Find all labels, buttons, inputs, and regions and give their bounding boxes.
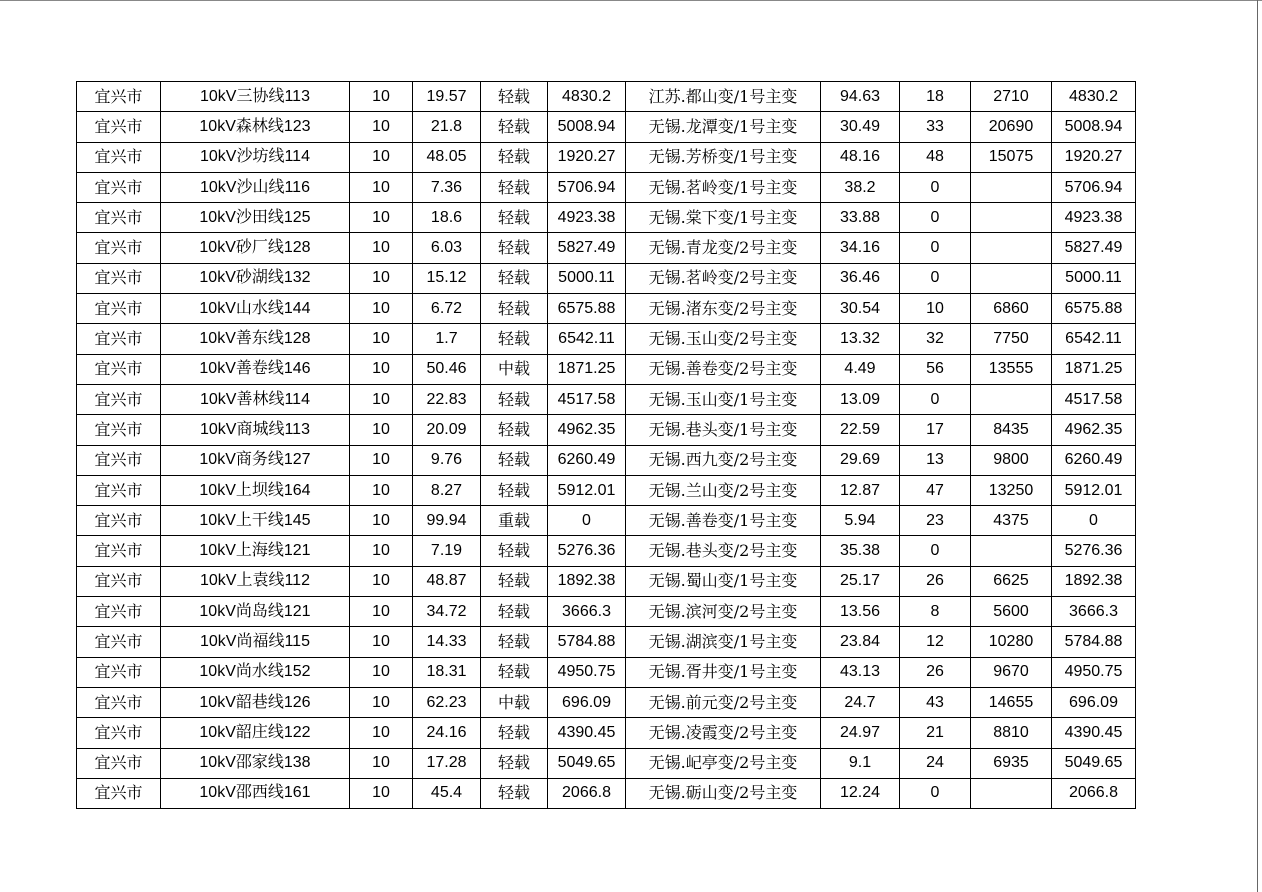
available-capacity-cell: 5912.01 <box>548 475 626 505</box>
available-capacity-cell: 1871.25 <box>548 354 626 384</box>
table-row <box>77 354 1136 384</box>
voltage-cell: 10 <box>350 475 413 505</box>
available-capacity-cell: 4962.35 <box>548 415 626 445</box>
transformer-load-rate-cell: 94.63 <box>821 82 900 112</box>
load-rate-cell: 18.6 <box>413 203 481 233</box>
voltage-cell: 10 <box>350 112 413 142</box>
substation-transformer-cell: 无锡.善卷变/2号主变 <box>626 354 821 384</box>
load-status-cell: 轻载 <box>481 627 548 657</box>
transformer-load-rate-cell: 13.32 <box>821 324 900 354</box>
load-rate-cell: 34.72 <box>413 597 481 627</box>
load-status-cell: 轻载 <box>481 294 548 324</box>
installed-capacity-cell <box>971 778 1052 808</box>
load-rate-cell: 15.12 <box>413 263 481 293</box>
substation-transformer-cell: 无锡.茗岭变/2号主变 <box>626 263 821 293</box>
transformer-load-rate-cell: 22.59 <box>821 415 900 445</box>
table-row <box>77 263 1136 293</box>
load-rate-cell: 19.57 <box>413 82 481 112</box>
city-cell: 宜兴市 <box>77 506 161 536</box>
substation-transformer-cell: 无锡.凌霞变/2号主变 <box>626 718 821 748</box>
available-capacity-cell: 5000.11 <box>548 263 626 293</box>
transformer-load-rate-cell: 13.09 <box>821 384 900 414</box>
load-status-cell: 轻载 <box>481 263 548 293</box>
table-row <box>77 748 1136 778</box>
remaining-capacity-cell: 6575.88 <box>1052 294 1136 324</box>
load-status-cell: 轻载 <box>481 142 548 172</box>
user-count-cell: 8 <box>900 597 971 627</box>
substation-transformer-cell: 无锡.龙潭变/1号主变 <box>626 112 821 142</box>
available-capacity-cell: 5706.94 <box>548 172 626 202</box>
voltage-cell: 10 <box>350 233 413 263</box>
available-capacity-cell: 4830.2 <box>548 82 626 112</box>
transformer-load-rate-cell: 5.94 <box>821 506 900 536</box>
transformer-load-rate-cell: 4.49 <box>821 354 900 384</box>
remaining-capacity-cell: 4390.45 <box>1052 718 1136 748</box>
installed-capacity-cell <box>971 384 1052 414</box>
installed-capacity-cell <box>971 233 1052 263</box>
voltage-cell: 10 <box>350 778 413 808</box>
feeder-load-table <box>76 81 1136 809</box>
feeder-name-cell: 10kV砂厂线128 <box>161 233 350 263</box>
table-row <box>77 445 1136 475</box>
available-capacity-cell: 3666.3 <box>548 597 626 627</box>
voltage-cell: 10 <box>350 82 413 112</box>
load-rate-cell: 14.33 <box>413 627 481 657</box>
city-cell: 宜兴市 <box>77 718 161 748</box>
remaining-capacity-cell: 0 <box>1052 506 1136 536</box>
voltage-cell: 10 <box>350 354 413 384</box>
feeder-name-cell: 10kV邵家线138 <box>161 748 350 778</box>
feeder-name-cell: 10kV上坝线164 <box>161 475 350 505</box>
voltage-cell: 10 <box>350 294 413 324</box>
remaining-capacity-cell: 4950.75 <box>1052 657 1136 687</box>
substation-transformer-cell: 无锡.巷头变/1号主变 <box>626 415 821 445</box>
load-rate-cell: 62.23 <box>413 687 481 717</box>
load-status-cell: 轻载 <box>481 566 548 596</box>
table-row <box>77 566 1136 596</box>
table-row <box>77 718 1136 748</box>
transformer-load-rate-cell: 30.49 <box>821 112 900 142</box>
transformer-load-rate-cell: 33.88 <box>821 203 900 233</box>
remaining-capacity-cell: 1892.38 <box>1052 566 1136 596</box>
substation-transformer-cell: 无锡.玉山变/1号主变 <box>626 384 821 414</box>
voltage-cell: 10 <box>350 718 413 748</box>
feeder-name-cell: 10kV沙山线116 <box>161 172 350 202</box>
feeder-name-cell: 10kV商务线127 <box>161 445 350 475</box>
substation-transformer-cell: 无锡.玉山变/2号主变 <box>626 324 821 354</box>
transformer-load-rate-cell: 12.24 <box>821 778 900 808</box>
feeder-name-cell: 10kV上海线121 <box>161 536 350 566</box>
user-count-cell: 10 <box>900 294 971 324</box>
load-status-cell: 轻载 <box>481 536 548 566</box>
transformer-load-rate-cell: 24.7 <box>821 687 900 717</box>
available-capacity-cell: 1892.38 <box>548 566 626 596</box>
voltage-cell: 10 <box>350 445 413 475</box>
user-count-cell: 26 <box>900 657 971 687</box>
user-count-cell: 0 <box>900 778 971 808</box>
voltage-cell: 10 <box>350 324 413 354</box>
substation-transformer-cell: 无锡.湖滨变/1号主变 <box>626 627 821 657</box>
table-row <box>77 172 1136 202</box>
available-capacity-cell: 696.09 <box>548 687 626 717</box>
table-row <box>77 415 1136 445</box>
load-rate-cell: 17.28 <box>413 748 481 778</box>
available-capacity-cell: 4390.45 <box>548 718 626 748</box>
table-row <box>77 294 1136 324</box>
city-cell: 宜兴市 <box>77 142 161 172</box>
voltage-cell: 10 <box>350 203 413 233</box>
transformer-load-rate-cell: 38.2 <box>821 172 900 202</box>
load-status-cell: 轻载 <box>481 112 548 142</box>
city-cell: 宜兴市 <box>77 233 161 263</box>
available-capacity-cell: 4950.75 <box>548 657 626 687</box>
available-capacity-cell: 0 <box>548 506 626 536</box>
load-rate-cell: 20.09 <box>413 415 481 445</box>
city-cell: 宜兴市 <box>77 294 161 324</box>
city-cell: 宜兴市 <box>77 445 161 475</box>
load-rate-cell: 99.94 <box>413 506 481 536</box>
load-status-cell: 中载 <box>481 687 548 717</box>
load-status-cell: 轻载 <box>481 172 548 202</box>
feeder-name-cell: 10kV上干线145 <box>161 506 350 536</box>
city-cell: 宜兴市 <box>77 263 161 293</box>
user-count-cell: 0 <box>900 384 971 414</box>
load-rate-cell: 48.05 <box>413 142 481 172</box>
user-count-cell: 33 <box>900 112 971 142</box>
city-cell: 宜兴市 <box>77 475 161 505</box>
transformer-load-rate-cell: 35.38 <box>821 536 900 566</box>
city-cell: 宜兴市 <box>77 415 161 445</box>
load-rate-cell: 22.83 <box>413 384 481 414</box>
transformer-load-rate-cell: 24.97 <box>821 718 900 748</box>
page-right-edge <box>1257 0 1258 892</box>
substation-transformer-cell: 无锡.兰山变/2号主变 <box>626 475 821 505</box>
voltage-cell: 10 <box>350 748 413 778</box>
table-row <box>77 627 1136 657</box>
feeder-name-cell: 10kV尚福线115 <box>161 627 350 657</box>
remaining-capacity-cell: 5049.65 <box>1052 748 1136 778</box>
feeder-name-cell: 10kV上袁线112 <box>161 566 350 596</box>
installed-capacity-cell <box>971 172 1052 202</box>
installed-capacity-cell: 9800 <box>971 445 1052 475</box>
table-body <box>77 82 1136 809</box>
voltage-cell: 10 <box>350 566 413 596</box>
voltage-cell: 10 <box>350 657 413 687</box>
transformer-load-rate-cell: 9.1 <box>821 748 900 778</box>
remaining-capacity-cell: 5706.94 <box>1052 172 1136 202</box>
feeder-name-cell: 10kV尚水线152 <box>161 657 350 687</box>
substation-transformer-cell: 无锡.西九变/2号主变 <box>626 445 821 475</box>
city-cell: 宜兴市 <box>77 82 161 112</box>
table-row <box>77 203 1136 233</box>
user-count-cell: 0 <box>900 233 971 263</box>
voltage-cell: 10 <box>350 415 413 445</box>
substation-transformer-cell: 无锡.善卷变/1号主变 <box>626 506 821 536</box>
user-count-cell: 18 <box>900 82 971 112</box>
feeder-name-cell: 10kV三协线113 <box>161 82 350 112</box>
substation-transformer-cell: 无锡.滨河变/2号主变 <box>626 597 821 627</box>
load-rate-cell: 24.16 <box>413 718 481 748</box>
installed-capacity-cell: 5600 <box>971 597 1052 627</box>
substation-transformer-cell: 江苏.都山变/1号主变 <box>626 82 821 112</box>
load-rate-cell: 7.36 <box>413 172 481 202</box>
table-row <box>77 324 1136 354</box>
load-rate-cell: 48.87 <box>413 566 481 596</box>
load-status-cell: 轻载 <box>481 748 548 778</box>
feeder-name-cell: 10kV砂湖线132 <box>161 263 350 293</box>
user-count-cell: 24 <box>900 748 971 778</box>
feeder-name-cell: 10kV善东线128 <box>161 324 350 354</box>
user-count-cell: 21 <box>900 718 971 748</box>
load-rate-cell: 50.46 <box>413 354 481 384</box>
user-count-cell: 0 <box>900 172 971 202</box>
table-row <box>77 384 1136 414</box>
transformer-load-rate-cell: 43.13 <box>821 657 900 687</box>
city-cell: 宜兴市 <box>77 657 161 687</box>
load-status-cell: 轻载 <box>481 203 548 233</box>
available-capacity-cell: 5276.36 <box>548 536 626 566</box>
table-row <box>77 142 1136 172</box>
load-status-cell: 重载 <box>481 506 548 536</box>
substation-transformer-cell: 无锡.棠下变/1号主变 <box>626 203 821 233</box>
city-cell: 宜兴市 <box>77 566 161 596</box>
voltage-cell: 10 <box>350 536 413 566</box>
load-status-cell: 轻载 <box>481 415 548 445</box>
available-capacity-cell: 5049.65 <box>548 748 626 778</box>
user-count-cell: 48 <box>900 142 971 172</box>
installed-capacity-cell: 15075 <box>971 142 1052 172</box>
feeder-name-cell: 10kV山水线144 <box>161 294 350 324</box>
remaining-capacity-cell: 4923.38 <box>1052 203 1136 233</box>
installed-capacity-cell: 7750 <box>971 324 1052 354</box>
table-row <box>77 506 1136 536</box>
remaining-capacity-cell: 6542.11 <box>1052 324 1136 354</box>
load-status-cell: 轻载 <box>481 597 548 627</box>
feeder-name-cell: 10kV尚岛线121 <box>161 597 350 627</box>
available-capacity-cell: 6542.11 <box>548 324 626 354</box>
installed-capacity-cell: 10280 <box>971 627 1052 657</box>
user-count-cell: 26 <box>900 566 971 596</box>
substation-transformer-cell: 无锡.蜀山变/1号主变 <box>626 566 821 596</box>
remaining-capacity-cell: 5276.36 <box>1052 536 1136 566</box>
transformer-load-rate-cell: 30.54 <box>821 294 900 324</box>
load-rate-cell: 7.19 <box>413 536 481 566</box>
transformer-load-rate-cell: 25.17 <box>821 566 900 596</box>
installed-capacity-cell <box>971 203 1052 233</box>
remaining-capacity-cell: 5000.11 <box>1052 263 1136 293</box>
remaining-capacity-cell: 5912.01 <box>1052 475 1136 505</box>
feeder-name-cell: 10kV韶巷线126 <box>161 687 350 717</box>
feeder-name-cell: 10kV沙田线125 <box>161 203 350 233</box>
transformer-load-rate-cell: 36.46 <box>821 263 900 293</box>
table-row <box>77 687 1136 717</box>
remaining-capacity-cell: 3666.3 <box>1052 597 1136 627</box>
city-cell: 宜兴市 <box>77 324 161 354</box>
voltage-cell: 10 <box>350 384 413 414</box>
voltage-cell: 10 <box>350 687 413 717</box>
remaining-capacity-cell: 2066.8 <box>1052 778 1136 808</box>
installed-capacity-cell: 6625 <box>971 566 1052 596</box>
voltage-cell: 10 <box>350 172 413 202</box>
installed-capacity-cell <box>971 263 1052 293</box>
city-cell: 宜兴市 <box>77 597 161 627</box>
load-rate-cell: 6.72 <box>413 294 481 324</box>
installed-capacity-cell: 8810 <box>971 718 1052 748</box>
remaining-capacity-cell: 4962.35 <box>1052 415 1136 445</box>
substation-transformer-cell: 无锡.渚东变/2号主变 <box>626 294 821 324</box>
city-cell: 宜兴市 <box>77 627 161 657</box>
load-rate-cell: 9.76 <box>413 445 481 475</box>
remaining-capacity-cell: 4517.58 <box>1052 384 1136 414</box>
load-rate-cell: 1.7 <box>413 324 481 354</box>
table-row <box>77 475 1136 505</box>
substation-transformer-cell: 无锡.屺亭变/2号主变 <box>626 748 821 778</box>
table-row <box>77 112 1136 142</box>
city-cell: 宜兴市 <box>77 687 161 717</box>
available-capacity-cell: 6575.88 <box>548 294 626 324</box>
load-status-cell: 轻载 <box>481 718 548 748</box>
remaining-capacity-cell: 6260.49 <box>1052 445 1136 475</box>
table-row <box>77 657 1136 687</box>
user-count-cell: 0 <box>900 536 971 566</box>
city-cell: 宜兴市 <box>77 172 161 202</box>
voltage-cell: 10 <box>350 597 413 627</box>
remaining-capacity-cell: 5008.94 <box>1052 112 1136 142</box>
city-cell: 宜兴市 <box>77 354 161 384</box>
user-count-cell: 17 <box>900 415 971 445</box>
available-capacity-cell: 2066.8 <box>548 778 626 808</box>
city-cell: 宜兴市 <box>77 384 161 414</box>
installed-capacity-cell: 13555 <box>971 354 1052 384</box>
load-status-cell: 轻载 <box>481 324 548 354</box>
available-capacity-cell: 5008.94 <box>548 112 626 142</box>
city-cell: 宜兴市 <box>77 778 161 808</box>
feeder-name-cell: 10kV邵西线161 <box>161 778 350 808</box>
user-count-cell: 12 <box>900 627 971 657</box>
city-cell: 宜兴市 <box>77 536 161 566</box>
user-count-cell: 56 <box>900 354 971 384</box>
table-row <box>77 233 1136 263</box>
remaining-capacity-cell: 1920.27 <box>1052 142 1136 172</box>
installed-capacity-cell <box>971 536 1052 566</box>
load-rate-cell: 18.31 <box>413 657 481 687</box>
substation-transformer-cell: 无锡.芳桥变/1号主变 <box>626 142 821 172</box>
feeder-name-cell: 10kV善林线114 <box>161 384 350 414</box>
available-capacity-cell: 5784.88 <box>548 627 626 657</box>
transformer-load-rate-cell: 34.16 <box>821 233 900 263</box>
transformer-load-rate-cell: 29.69 <box>821 445 900 475</box>
table-row <box>77 82 1136 112</box>
table-row <box>77 778 1136 808</box>
available-capacity-cell: 1920.27 <box>548 142 626 172</box>
user-count-cell: 23 <box>900 506 971 536</box>
substation-transformer-cell: 无锡.青龙变/2号主变 <box>626 233 821 263</box>
transformer-load-rate-cell: 13.56 <box>821 597 900 627</box>
city-cell: 宜兴市 <box>77 748 161 778</box>
available-capacity-cell: 4923.38 <box>548 203 626 233</box>
installed-capacity-cell: 13250 <box>971 475 1052 505</box>
voltage-cell: 10 <box>350 627 413 657</box>
city-cell: 宜兴市 <box>77 203 161 233</box>
load-rate-cell: 8.27 <box>413 475 481 505</box>
installed-capacity-cell: 14655 <box>971 687 1052 717</box>
remaining-capacity-cell: 4830.2 <box>1052 82 1136 112</box>
feeder-name-cell: 10kV沙坊线114 <box>161 142 350 172</box>
installed-capacity-cell: 8435 <box>971 415 1052 445</box>
load-rate-cell: 6.03 <box>413 233 481 263</box>
available-capacity-cell: 5827.49 <box>548 233 626 263</box>
feeder-name-cell: 10kV商城线113 <box>161 415 350 445</box>
user-count-cell: 43 <box>900 687 971 717</box>
load-status-cell: 轻载 <box>481 475 548 505</box>
user-count-cell: 0 <box>900 203 971 233</box>
user-count-cell: 0 <box>900 263 971 293</box>
city-cell: 宜兴市 <box>77 112 161 142</box>
installed-capacity-cell: 6935 <box>971 748 1052 778</box>
voltage-cell: 10 <box>350 142 413 172</box>
transformer-load-rate-cell: 23.84 <box>821 627 900 657</box>
feeder-name-cell: 10kV韶庄线122 <box>161 718 350 748</box>
voltage-cell: 10 <box>350 263 413 293</box>
installed-capacity-cell: 9670 <box>971 657 1052 687</box>
load-status-cell: 轻载 <box>481 778 548 808</box>
substation-transformer-cell: 无锡.前元变/2号主变 <box>626 687 821 717</box>
substation-transformer-cell: 无锡.茗岭变/1号主变 <box>626 172 821 202</box>
installed-capacity-cell: 4375 <box>971 506 1052 536</box>
user-count-cell: 47 <box>900 475 971 505</box>
installed-capacity-cell: 2710 <box>971 82 1052 112</box>
user-count-cell: 13 <box>900 445 971 475</box>
load-status-cell: 轻载 <box>481 384 548 414</box>
available-capacity-cell: 4517.58 <box>548 384 626 414</box>
available-capacity-cell: 6260.49 <box>548 445 626 475</box>
feeder-name-cell: 10kV森林线123 <box>161 112 350 142</box>
page-top-edge <box>0 0 1262 1</box>
substation-transformer-cell: 无锡.巷头变/2号主变 <box>626 536 821 566</box>
remaining-capacity-cell: 696.09 <box>1052 687 1136 717</box>
installed-capacity-cell: 20690 <box>971 112 1052 142</box>
remaining-capacity-cell: 5784.88 <box>1052 627 1136 657</box>
substation-transformer-cell: 无锡.砺山变/2号主变 <box>626 778 821 808</box>
load-status-cell: 中载 <box>481 354 548 384</box>
load-status-cell: 轻载 <box>481 82 548 112</box>
feeder-name-cell: 10kV善卷线146 <box>161 354 350 384</box>
load-rate-cell: 45.4 <box>413 778 481 808</box>
transformer-load-rate-cell: 12.87 <box>821 475 900 505</box>
voltage-cell: 10 <box>350 506 413 536</box>
load-status-cell: 轻载 <box>481 657 548 687</box>
load-status-cell: 轻载 <box>481 445 548 475</box>
load-rate-cell: 21.8 <box>413 112 481 142</box>
load-status-cell: 轻载 <box>481 233 548 263</box>
installed-capacity-cell: 6860 <box>971 294 1052 324</box>
transformer-load-rate-cell: 48.16 <box>821 142 900 172</box>
substation-transformer-cell: 无锡.胥井变/1号主变 <box>626 657 821 687</box>
table-row <box>77 597 1136 627</box>
user-count-cell: 32 <box>900 324 971 354</box>
table-row <box>77 536 1136 566</box>
remaining-capacity-cell: 1871.25 <box>1052 354 1136 384</box>
remaining-capacity-cell: 5827.49 <box>1052 233 1136 263</box>
